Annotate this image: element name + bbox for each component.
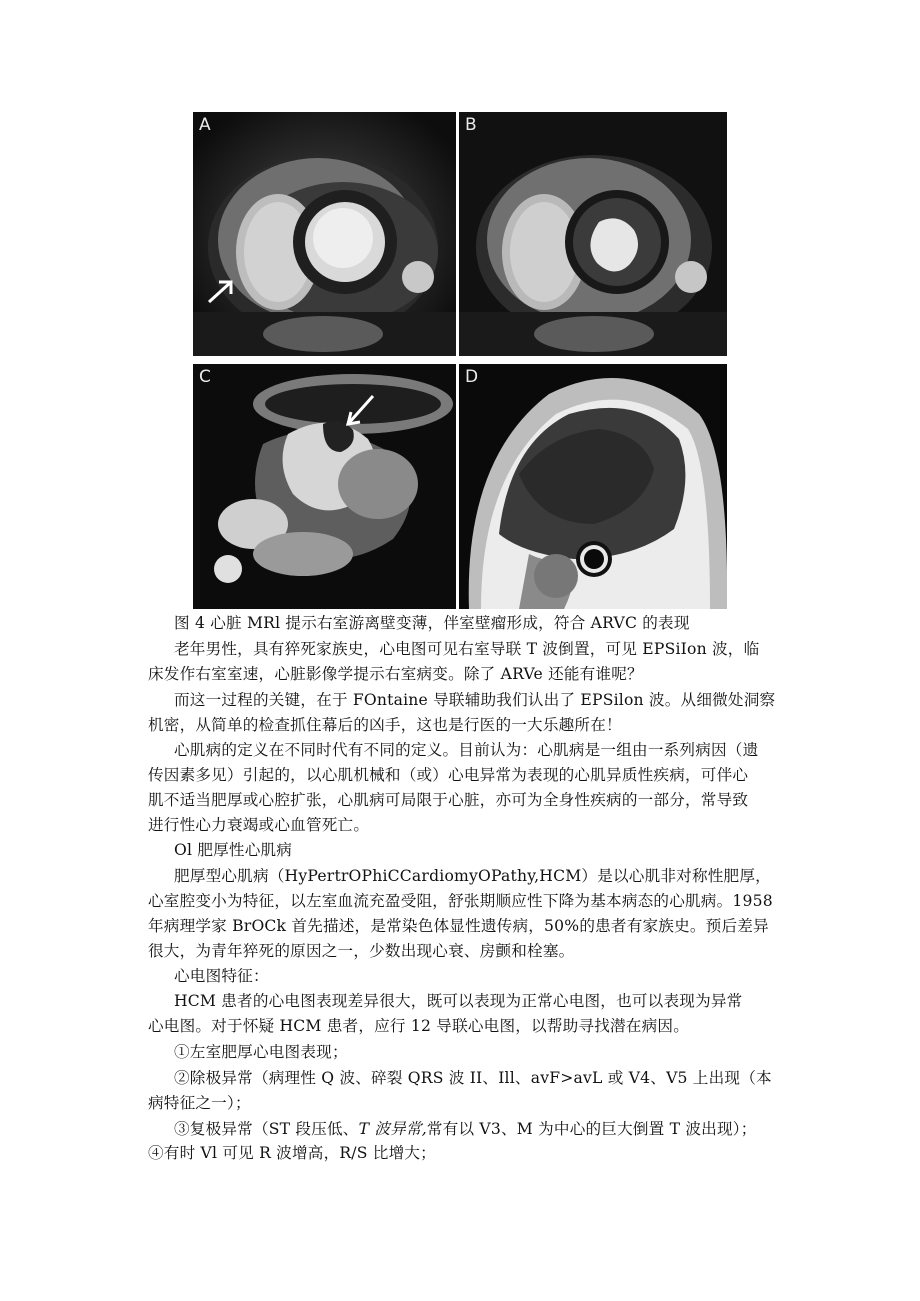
mri-image-d [459, 364, 727, 609]
paragraph-line: 肥厚型心肌病（HyPertrOPhiCCardiomyOPathy,HCM）是以心肌非对称性肥厚， [174, 867, 771, 885]
paragraph-line: 进行性心力衰竭或心血管死亡。 [148, 816, 370, 834]
list-item-continuation: 病特征之一）； [148, 1094, 251, 1112]
list-item [148, 1118, 757, 1140]
figure-caption: 图 4 心脏 MRl 提示右室游离壁变薄，伴室壁瘤形成，符合 ARVC 的表现 [174, 614, 690, 632]
section-heading: 心电图特征： [174, 967, 269, 985]
mri-image-a [193, 112, 456, 356]
section-heading: Ol 肥厚性心肌病 [174, 841, 293, 859]
list-item: ①左室肥厚心电图表现； [174, 1043, 348, 1061]
list-item-text: ③复极异常（ST 段压低、 [174, 1120, 359, 1138]
paragraph-line: 而这一过程的关键，在于 FOntaine 导联辅助我们认出了 EPSilon 波。从细微处洞察 [174, 691, 776, 709]
paragraph-line: 床发作右室室速，心脏影像学提示右室病变。除了 ARVe 还能有谁呢？ [148, 665, 643, 683]
list-item: ④有时 Vl 可见 R 波增高，R/S 比增大； [148, 1144, 436, 1162]
list-item-text: 常有以 V3、M 为中心的巨大倒置 T 波出现）； [426, 1120, 757, 1138]
mri-panel-a [193, 112, 456, 356]
paragraph-line: 心肌病的定义在不同时代有不同的定义。目前认为：心肌病是一组由一系列病因（遗 [174, 741, 759, 759]
list-item: ②除极异常（病理性 Q 波、碎裂 QRS 波 II、Ill、avF>avL 或 V4、V5 上出现（本 [174, 1069, 772, 1087]
paragraph-line: 老年男性，具有猝死家族史，心电图可见右室导联 T 波倒置，可见 EPSiIon 波，临 [174, 640, 760, 658]
paragraph-line: 传因素多见）引起的，以心肌机械和（或）心电异常为表现的心肌异质性疾病，可伴心 [148, 766, 749, 784]
mri-panel-b [459, 112, 727, 356]
paragraph-line: HCM 患者的心电图表现差异很大，既可以表现为正常心电图，也可以表现为异常 [174, 992, 743, 1010]
paragraph-line: 肌不适当肥厚或心腔扩张，心肌病可局限于心脏，亦可为全身性疾病的一部分，常导致 [148, 791, 749, 809]
paragraph-line: 很大，为青年猝死的原因之一，少数出现心衰、房颤和栓塞。 [148, 942, 575, 960]
panel-label-d: D [465, 367, 479, 387]
mri-panel-c [193, 364, 456, 609]
panel-label-a: A [199, 115, 211, 135]
panel-label-b: B [465, 115, 477, 135]
mri-figure [193, 112, 727, 609]
mri-panel-d [459, 364, 727, 609]
list-item-italic-text: T 波异常, [358, 1120, 427, 1138]
mri-image-c [193, 364, 456, 609]
paragraph-line: 年病理学家 BrOCk 首先描述，是常染色体显性遗传病，50%的患者有家族史。预后差异 [148, 917, 769, 935]
mri-image-b [459, 112, 727, 356]
paragraph-line: 机密，从简单的检查抓住幕后的凶手，这也是行医的一大乐趣所在！ [148, 716, 622, 734]
paragraph-line: 心室腔变小为特征，以左室血流充盈受阻，舒张期顺应性下降为基本病态的心肌病。1958 [148, 892, 773, 910]
paragraph-line: 心电图。对于怀疑 HCM 患者，应行 12 导联心电图，以帮助寻找潜在病因。 [148, 1017, 689, 1035]
panel-label-c: C [199, 367, 211, 387]
